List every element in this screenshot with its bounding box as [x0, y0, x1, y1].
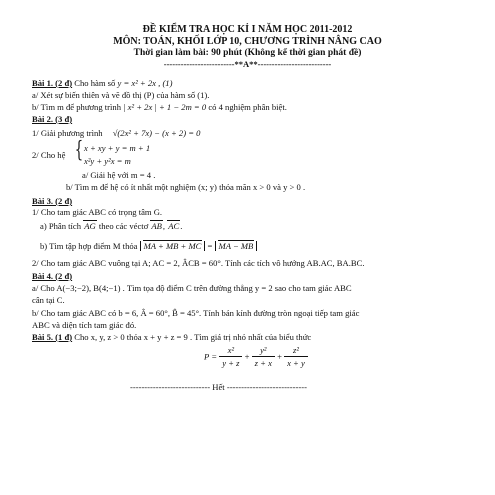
system-label: 2/ Cho hệ [32, 150, 66, 160]
problem-5-title: Bài 5. (1 đ) [32, 332, 73, 342]
fraction-3: $\frac{\text{z²}}{x + y}$ [284, 344, 308, 369]
end-marker: ---------------------------- Hết ---------------------------- [130, 382, 307, 392]
vector-ag: AG [84, 221, 96, 231]
problem-3-title: Bài 3. (2 đ) [32, 196, 73, 206]
exam-time: Thời gian làm bài: 90 phút (Không kể thời gian phát đề) [133, 48, 362, 58]
system-eq-1: x + xy + y = m + 1 [84, 143, 151, 153]
expression-p: P = $\frac{\text{x²}}{y + z}$ + $\frac{\text{y²}}{z + x}$ + $\frac{\text{z²}}{x + y}$ [204, 344, 308, 369]
problem-3b: b) Tìm tập hợp điểm M thỏa MA + MB + MC = MA − MB [40, 241, 257, 252]
function-1: y = x² + 2x , (1) [117, 78, 173, 88]
problem-3-part2: 2/ Cho tam giác ABC vuông tại A; AC = 2, ÂCB = 60°. Tính các tích vô hướng AB.AC, BA.BC. [32, 258, 365, 268]
vector-diff: MA − MB [218, 241, 254, 251]
fraction-2: $\frac{\text{y²}}{z + x}$ [252, 344, 275, 369]
vector-ac: AC [168, 221, 180, 231]
exam-title: ĐỀ KIỂM TRA HỌC KỈ I NĂM HỌC 2011-2012 [142, 24, 353, 35]
problem-4a-line2: cân tại C. [32, 295, 65, 305]
problem-2-title: Bài 2. (3 đ) [32, 114, 73, 124]
problem-4b-line1: b/ Cho tam giác ABC có b = 6, Â = 60°, B̂ = 45°. Tính bán kính đường tròn ngoại tiếp tam giác [32, 308, 360, 318]
fraction-1: $\frac{\text{x²}}{y + z}$ [219, 344, 242, 369]
problem-3a: a) Phân tích AG theo các véctơ AB, AC. [40, 221, 183, 231]
problem-5-intro: Bài 5. (1 đ) Cho x, y, z > 0 thỏa x + y + z = 9 . Tìm giá trị nhỏ nhất của biểu thức [32, 332, 312, 342]
problem-1-intro: Bài 1. (2 đ) Cho hàm số y = x² + 2x , (1) [32, 78, 173, 88]
problem-4-title: Bài 4. (2 đ) [32, 271, 73, 281]
system-eq-2: x²y + y²x = m [84, 156, 131, 166]
problem-2b: b/ Tìm m để hệ có ít nhất một nghiệm (x; y) thỏa mãn x > 0 và y > 0 . [66, 182, 306, 192]
problem-2-part1: 1/ Giải phương trình √(2x² + 7x) − (x + 2) = 0 [32, 128, 201, 138]
problem-1-title: Bài 1. (2 đ) [32, 78, 73, 88]
problem-4b-line2: ABC và diện tích tam giác đó. [32, 320, 137, 330]
vector-sum: MA + MB + MC [143, 241, 202, 251]
header-divider: -------------------------**A**-------------------------- [163, 59, 332, 69]
problem-4a-line1: a/ Cho A(−3;−2), B(4;−1) . Tìm tọa độ điểm C trên đường thẳng y = 2 sao cho tam giác ABC [32, 283, 352, 293]
exam-subject: MÔN: TOÁN, KHỐI LỚP 10, CHƯƠNG TRÌNH NÂNG CAO [113, 36, 382, 47]
vector-ab: AB [151, 221, 162, 231]
problem-3-part1: 1/ Cho tam giác ABC có trọng tâm G. [32, 207, 163, 217]
problem-1a: a/ Xét sự biến thiên và vẽ đồ thị (P) của hàm số (1). [32, 90, 210, 100]
problem-1b: b/ Tìm m để phương trình | x² + 2x | + 1 − 2m = 0 có 4 nghiệm phân biệt. [32, 102, 287, 112]
problem-2a: a/ Giải hệ với m = 4 . [82, 170, 156, 180]
system-brace: { [74, 138, 84, 163]
